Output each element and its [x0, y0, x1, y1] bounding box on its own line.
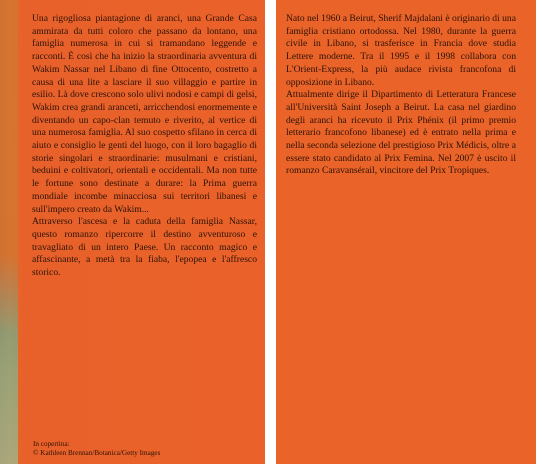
page-gutter: [265, 0, 276, 464]
left-flap: [0, 0, 265, 464]
right-flap: [276, 0, 536, 464]
cover-credit-label: In copertina:: [33, 440, 70, 448]
synopsis-paragraph-2: Attraverso l'ascesa e la caduta della famiglia Nassar, questo romanzo ripercorre il destino avventuroso e travagliato di un intero Paese. Un racconto magico e affascinante, a metà tra la fiaba, l'epopea e l'affresco storico.: [32, 216, 257, 279]
author-bio-paragraph-1: Nato nel 1960 a Beirut, Sherif Majdalani è originario di una famiglia cristiano ortodossa. Nel 1980, durante la guerra civile in Libano, si trasferisce in Francia dove studia Lettere moderne. Tra il 1995 e il 1998 collabora con L'Orient-Express, la più audace rivista francofona di opposizione in Libano.: [286, 13, 516, 88]
synopsis-text: [32, 13, 257, 280]
author-bio-text: [286, 13, 516, 178]
cover-photo-edge: [0, 0, 18, 464]
synopsis-paragraph-1: Una rigogliosa piantagione di aranci, una Grande Casa ammirata da tutti coloro che passano da lontano, una famiglia numerosa in cui si tramandano leggende e racconti. È così che ha inizio la straordinaria avventura di Wakim Nassar nel Libano di fine Ottocento, costretto a causa di una lite a lasciare il suo villaggio e partire in esilio. Là dove crescono solo ulivi nodosi e campi di gelsi, Wakim crea grandi aranceti, arricchendosi enormemente e diventando un capo-clan temuto e riverito, al vertice di una numerosa famiglia. Al suo cospetto sfilano in cerca di aiuto e consiglio le genti del luogo, con il loro bagaglio di storie singolari e straordinarie: musulmani e cristiani, beduini e coltivatori, orientali e occidentali. Ma non tutte le fortune sono destinate a durare: la Prima guerra mondiale incombe minacciosa sui territori libanesi e sull'impero creato da Wakim...: [32, 13, 257, 215]
cover-credit: [33, 440, 258, 458]
author-bio-paragraph-2: Attualmente dirige il Dipartimento di Letteratura Francese all'Università Saint Joseph a Beirut. La casa nel giardino degli aranci ha ricevuto il Prix Phénix (il primo premio letterario francofono libanese) ed è entrato nella prima e nella seconda selezione del prestigioso Prix Médicis, oltre a essere stato candidato al Prix Femina. Nel 2007 è uscito il romanzo Caravansérail, vincitore del Prix Tropiques.: [286, 89, 516, 177]
cover-credit-source: © Kathleen Brennan/Botanica/Getty Images: [33, 449, 161, 457]
